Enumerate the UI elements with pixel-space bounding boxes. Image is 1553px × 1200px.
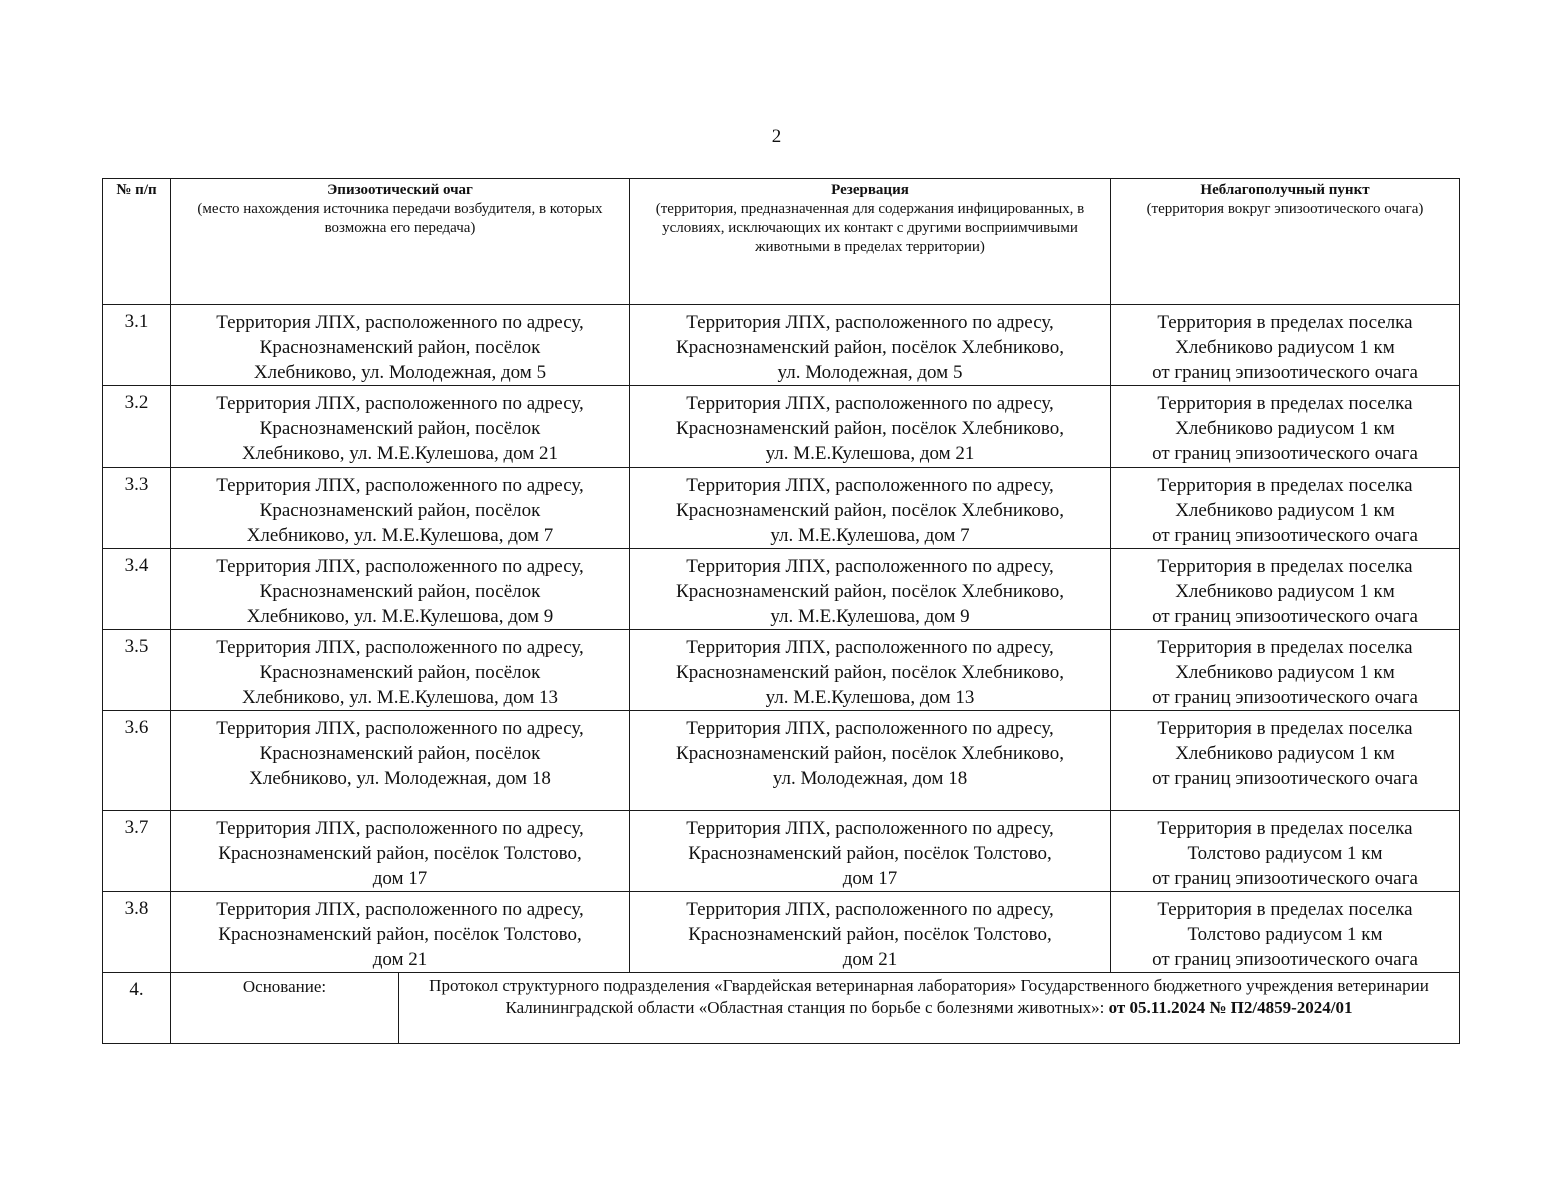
- basis-label: Основание:: [171, 973, 399, 1044]
- table-row: [103, 549, 1460, 630]
- episootic-table: [102, 178, 1460, 1044]
- table-row: [103, 305, 1460, 386]
- basis-row: [103, 973, 1460, 1044]
- affected-area-cell: Территория в пределах поселка Хлебниково радиусом 1 км от границ эпизоотического очага: [1111, 711, 1460, 811]
- reservation-cell: Территория ЛПХ, расположенного по адресу, Краснознаменский район, посёлок Хлебниково, ул. М.Е.Кулешова, дом 9: [630, 549, 1111, 630]
- affected-area-cell: Территория в пределах поселка Толстово радиусом 1 км от границ эпизоотического очага: [1111, 892, 1460, 973]
- focus-cell: Территория ЛПХ, расположенного по адресу, Краснознаменский район, посёлок Хлебниково, ул. М.Е.Кулешова, дом 7: [171, 468, 630, 549]
- reservation-cell: Территория ЛПХ, расположенного по адресу, Краснознаменский район, посёлок Хлебниково, ул. М.Е.Кулешова, дом 7: [630, 468, 1111, 549]
- reservation-cell: Территория ЛПХ, расположенного по адресу, Краснознаменский район, посёлок Хлебниково, ул. Молодежная, дом 5: [630, 305, 1111, 386]
- table-row: [103, 386, 1460, 468]
- header-affected-area: Неблагополучный пункт (территория вокруг эпизоотического очага): [1111, 179, 1460, 305]
- row-number: 3.1: [103, 305, 171, 386]
- focus-cell: Территория ЛПХ, расположенного по адресу, Краснознаменский район, посёлок Хлебниково, ул. Молодежная, дом 18: [171, 711, 630, 811]
- reservation-cell: Территория ЛПХ, расположенного по адресу, Краснознаменский район, посёлок Толстово, дом 21: [630, 892, 1111, 973]
- reservation-cell: Территория ЛПХ, расположенного по адресу, Краснознаменский район, посёлок Хлебниково, ул. М.Е.Кулешова, дом 21: [630, 386, 1111, 468]
- row-number: 3.8: [103, 892, 171, 973]
- row-number: 3.5: [103, 630, 171, 711]
- header-focus: Эпизоотический очаг (место нахождения источника передачи возбудителя, в которых возможна его передача): [171, 179, 630, 305]
- reservation-cell: Территория ЛПХ, расположенного по адресу, Краснознаменский район, посёлок Толстово, дом 17: [630, 811, 1111, 892]
- affected-area-cell: Территория в пределах поселка Хлебниково радиусом 1 км от границ эпизоотического очага: [1111, 305, 1460, 386]
- header-num: № п/п: [103, 179, 171, 305]
- affected-area-cell: Территория в пределах поселка Хлебниково радиусом 1 км от границ эпизоотического очага: [1111, 386, 1460, 468]
- table-row: [103, 630, 1460, 711]
- table-row: [103, 811, 1460, 892]
- table-row: [103, 468, 1460, 549]
- row-number: 3.3: [103, 468, 171, 549]
- page-number: 2: [771, 126, 782, 147]
- focus-cell: Территория ЛПХ, расположенного по адресу, Краснознаменский район, посёлок Хлебниково, ул. М.Е.Кулешова, дом 9: [171, 549, 630, 630]
- focus-cell: Территория ЛПХ, расположенного по адресу, Краснознаменский район, посёлок Толстово, дом 21: [171, 892, 630, 973]
- focus-cell: Территория ЛПХ, расположенного по адресу, Краснознаменский район, посёлок Хлебниково, ул. Молодежная, дом 5: [171, 305, 630, 386]
- row-number: 3.2: [103, 386, 171, 468]
- affected-area-cell: Территория в пределах поселка Толстово радиусом 1 км от границ эпизоотического очага: [1111, 811, 1460, 892]
- table-header-row: [103, 179, 1460, 305]
- reservation-cell: Территория ЛПХ, расположенного по адресу, Краснознаменский район, посёлок Хлебниково, ул. М.Е.Кулешова, дом 13: [630, 630, 1111, 711]
- affected-area-cell: Территория в пределах поселка Хлебниково радиусом 1 км от границ эпизоотического очага: [1111, 468, 1460, 549]
- row-number: 3.6: [103, 711, 171, 811]
- reservation-cell: Территория ЛПХ, расположенного по адресу, Краснознаменский район, посёлок Хлебниково, ул. Молодежная, дом 18: [630, 711, 1111, 811]
- table-row: [103, 892, 1460, 973]
- table-row: [103, 711, 1460, 811]
- focus-cell: Территория ЛПХ, расположенного по адресу, Краснознаменский район, посёлок Хлебниково, ул. М.Е.Кулешова, дом 13: [171, 630, 630, 711]
- row-number: 4.: [103, 973, 171, 1044]
- header-reservation: Резервация (территория, предназначенная для содержания инфицированных, в условиях, исключающих их контакт с другими восприимчивыми животными в пределах территории): [630, 179, 1111, 305]
- focus-cell: Территория ЛПХ, расположенного по адресу, Краснознаменский район, посёлок Толстово, дом 17: [171, 811, 630, 892]
- row-number: 3.7: [103, 811, 171, 892]
- affected-area-cell: Территория в пределах поселка Хлебниково радиусом 1 км от границ эпизоотического очага: [1111, 549, 1460, 630]
- row-number: 3.4: [103, 549, 171, 630]
- basis-text: Протокол структурного подразделения «Гвардейская ветеринарная лаборатория» Государственного бюджетного учреждения ветеринарии Калининградской области «Областная станция по борьбе с болезнями животных»: от 05.11.2024 № П2/4859-2024/01: [399, 973, 1460, 1044]
- affected-area-cell: Территория в пределах поселка Хлебниково радиусом 1 км от границ эпизоотического очага: [1111, 630, 1460, 711]
- focus-cell: Территория ЛПХ, расположенного по адресу, Краснознаменский район, посёлок Хлебниково, ул. М.Е.Кулешова, дом 21: [171, 386, 630, 468]
